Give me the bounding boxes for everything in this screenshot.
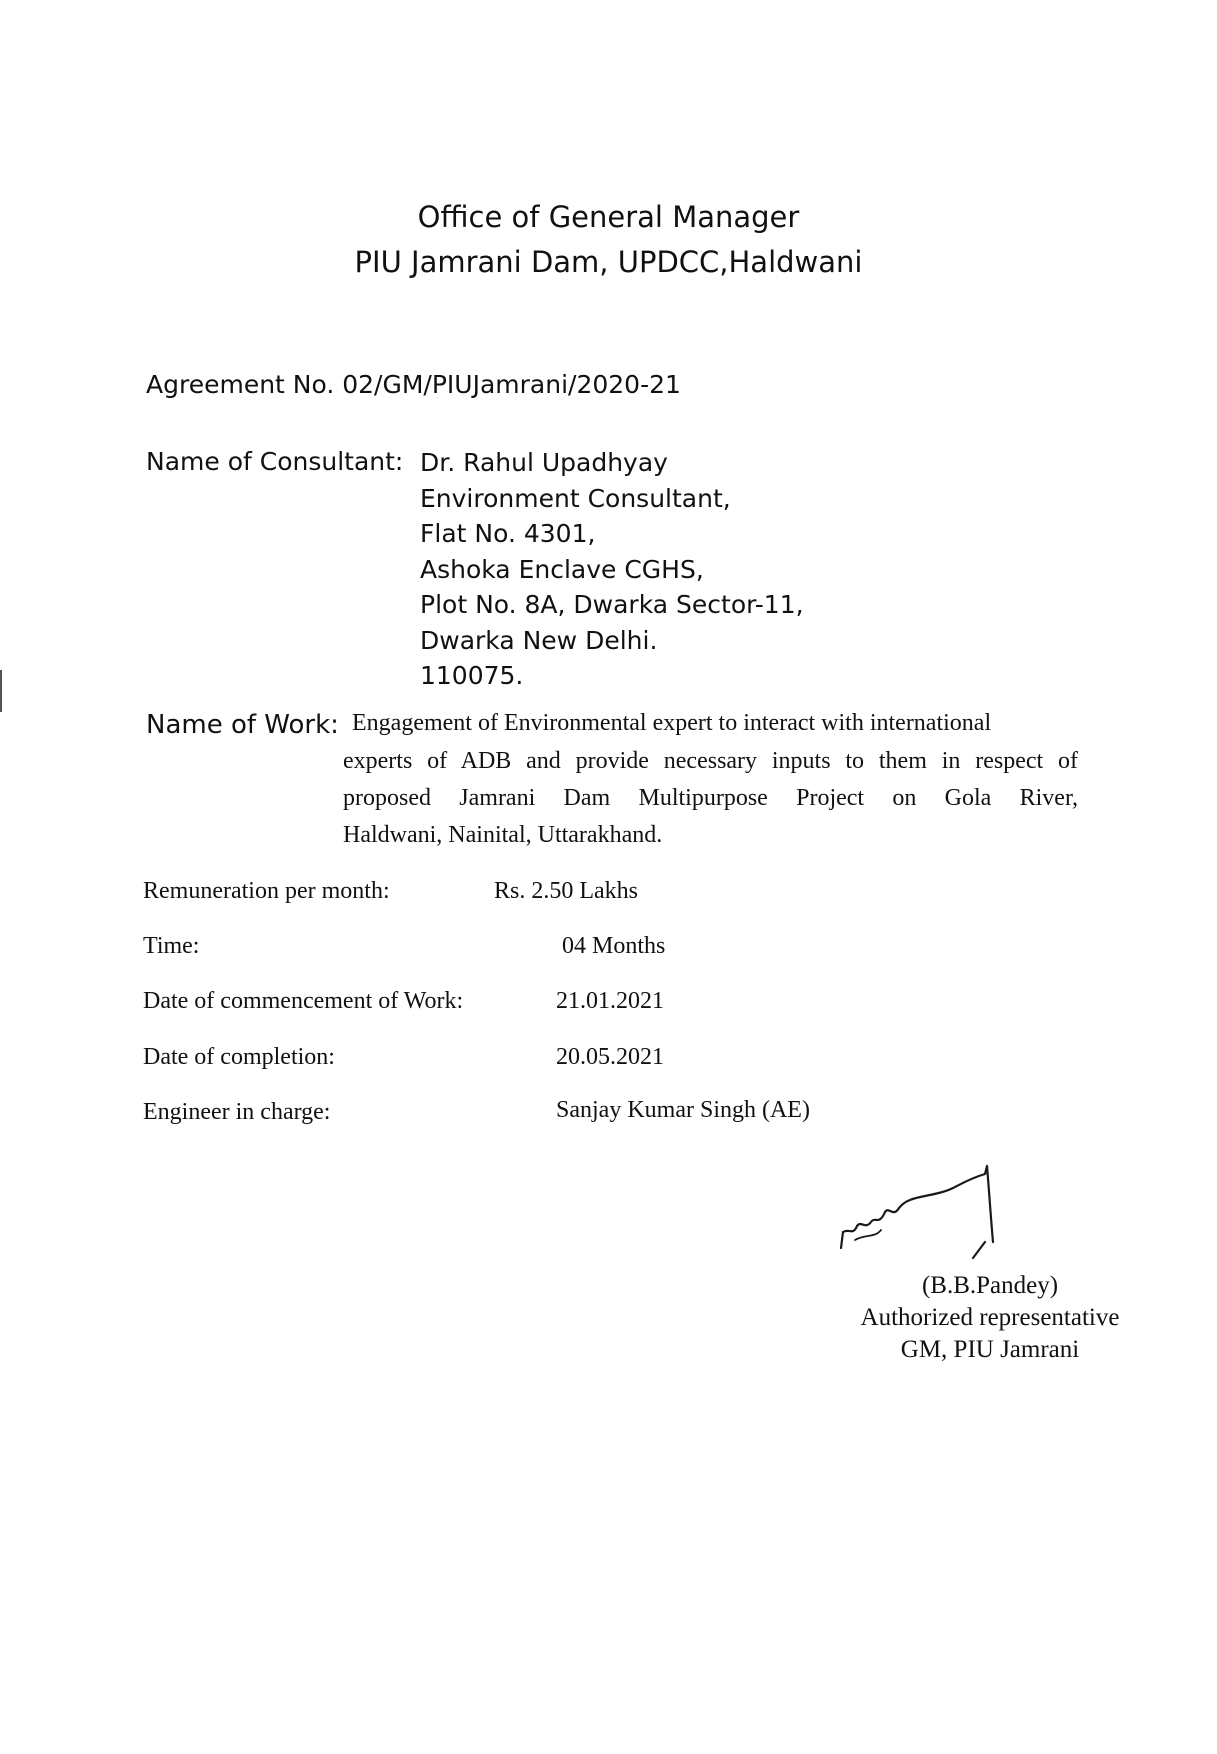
consultant-address-block <box>420 445 804 694</box>
consultant-address-line: Ashoka Enclave CGHS, <box>420 554 704 584</box>
work-description-line: Engagement of Environmental expert to interact with international <box>352 710 992 736</box>
consultant-label: Name of Consultant: <box>146 447 404 476</box>
consultant-title: Environment Consultant, <box>420 483 731 513</box>
consultant-name: Dr. Rahul Upadhyay <box>420 448 668 477</box>
remuneration-value: Rs. 2.50 Lakhs <box>494 878 638 904</box>
work-description-line: proposed Jamrani Dam Multipurpose Project on Gola River, <box>343 785 1078 811</box>
consultant-address-line: Dwarka New Delhi. <box>420 625 658 655</box>
consultant-address-line: Plot No. 8A, Dwarka Sector-11, <box>420 590 804 619</box>
office-subtitle: PIU Jamrani Dam, UPDCC,Haldwani <box>354 245 863 279</box>
scan-edge-mark <box>0 670 2 712</box>
work-description-line: experts of ADB and provide necessary inputs to them in respect of <box>343 748 1078 774</box>
completion-value: 20.05.2021 <box>556 1044 664 1070</box>
work-label: Name of Work: <box>146 710 339 740</box>
time-label: Time: <box>143 933 200 959</box>
commencement-label: Date of commencement of Work: <box>143 988 464 1014</box>
agreement-number: Agreement No. 02/GM/PIUJamrani/2020-21 <box>146 370 681 399</box>
consultant-address-line: Flat No. 4301, <box>420 519 596 548</box>
completion-label: Date of completion: <box>143 1044 335 1070</box>
consultant-pincode: 110075. <box>420 661 524 690</box>
work-description-line: Haldwani, Nainital, Uttarakhand. <box>343 822 663 848</box>
office-title: Office of General Manager <box>417 200 800 234</box>
signatory-designation: Authorized representative <box>860 1304 1120 1331</box>
engineer-value: Sanjay Kumar Singh (AE) <box>556 1097 810 1123</box>
engineer-label: Engineer in charge: <box>143 1099 331 1125</box>
remuneration-label: Remuneration per month: <box>143 878 390 904</box>
handwritten-signature <box>835 1160 1015 1260</box>
signatory-name: (B.B.Pandey) <box>921 1272 1059 1299</box>
signatory-office: GM, PIU Jamrani <box>900 1336 1080 1363</box>
time-value: 04 Months <box>562 933 666 959</box>
commencement-value: 21.01.2021 <box>556 988 664 1014</box>
